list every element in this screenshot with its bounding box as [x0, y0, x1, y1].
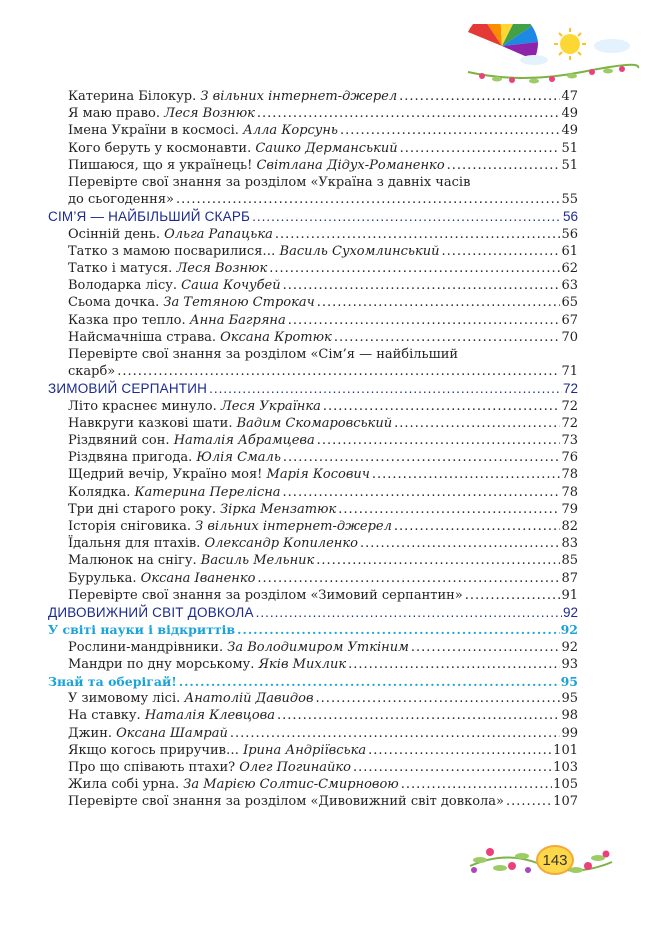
toc-entry-author: Леся Українка — [220, 398, 321, 414]
toc-entry-title-continued: до сьогодення» — [68, 192, 174, 208]
toc-entry-author: Катерина Перелісна — [134, 484, 281, 500]
toc-page-number: 49 — [561, 106, 578, 122]
toc-entry-author: Зірка Мензатюк — [220, 501, 337, 517]
dot-leader — [348, 656, 560, 673]
toc-entry-title: Я маю право. — [68, 106, 165, 122]
toc-entry-author: Ірина Андріївська — [243, 742, 367, 758]
toc-page-number: 105 — [553, 777, 578, 793]
toc-entry — [48, 105, 578, 122]
toc-entry-title: Казка про тепло. — [68, 312, 190, 328]
toc-entry-author: Анна Багряна — [189, 312, 286, 328]
toc-entry-author: З вільних інтернет-джерел — [195, 519, 392, 535]
toc-entry — [48, 260, 578, 277]
toc-entry-author: З вільних інтернет-джерел — [200, 89, 398, 104]
toc-entry-title: Осінній день. — [68, 226, 165, 242]
toc-page-number: 65 — [561, 295, 578, 311]
toc-entry — [48, 122, 578, 139]
toc-entry — [48, 466, 578, 483]
toc-entry-title: Різдвяний сон. — [68, 433, 174, 449]
dot-leader — [340, 122, 560, 139]
toc-entry-title: Перевірте свої знання за розділом «Україна з давніх часів — [68, 175, 471, 191]
toc-entry-title: У зимовому лісі. — [68, 691, 185, 707]
dot-leader — [257, 570, 560, 587]
toc-entry — [48, 243, 578, 260]
toc-section-heading — [48, 380, 578, 397]
toc-page-number: 72 — [562, 381, 578, 397]
toc-page-number: 79 — [561, 501, 578, 517]
toc-subsection-heading — [48, 621, 578, 638]
dot-leader — [368, 742, 552, 759]
toc-section-heading — [48, 208, 578, 225]
toc-entry-title: Сьома дочка. — [68, 295, 164, 311]
toc-page-number: 103 — [553, 759, 578, 775]
toc-entry-title: На ставку. — [68, 708, 145, 724]
toc-entry-title: Імена України в космосі. — [68, 123, 244, 139]
toc-page-number: 70 — [561, 329, 578, 345]
toc-entry-title: Перевірте свої знання за розділом «Дивовижний світ довкола» — [68, 794, 504, 810]
toc-page-number: 92 — [562, 605, 578, 621]
toc-page-number: 91 — [561, 587, 578, 603]
dot-leader — [179, 673, 560, 690]
page-number: 143 — [536, 845, 574, 875]
toc-page-number: 92 — [560, 622, 578, 638]
toc-page-number: 107 — [553, 794, 578, 810]
toc-page-number: 87 — [561, 570, 578, 586]
toc-entry-author: Леся Вознюк — [164, 106, 255, 122]
toc-entry — [48, 312, 578, 329]
toc-entry — [48, 656, 578, 673]
toc-entry-author: Оксана Кротюк — [220, 329, 332, 345]
toc-entry — [48, 639, 578, 656]
dot-leader — [209, 380, 562, 397]
toc-page-number: 71 — [561, 364, 578, 380]
toc-page-number: 51 — [561, 140, 578, 156]
toc-entry-title: Історія сніговика. — [68, 519, 196, 535]
toc-entry-title: Навкруги казкові шати. — [68, 415, 237, 431]
toc-page-number: 85 — [561, 553, 578, 569]
toc-entry-author: Ольга Рапацька — [164, 226, 273, 242]
dot-leader — [288, 312, 561, 329]
dot-leader — [353, 759, 552, 776]
toc-page-number: 72 — [561, 398, 578, 414]
toc-entry-title: Найсмачніша страва. — [68, 329, 221, 345]
dot-leader — [399, 88, 560, 105]
dot-leader — [442, 243, 561, 260]
toc-entry-title: Різдвяна пригода. — [68, 450, 197, 466]
toc-entry-author: За Тетяною Строкач — [163, 295, 315, 311]
toc-entry-title: Літо краснеє минуло. — [68, 398, 221, 414]
toc-entry — [48, 415, 578, 432]
dot-leader — [465, 587, 561, 604]
toc-entry — [48, 226, 578, 243]
toc-entry-title: Бурулька. — [68, 570, 141, 586]
toc-entry — [48, 294, 578, 311]
toc-entry-author: Наталія Клевцова — [144, 708, 275, 724]
toc-entry-author: Василь Сухомлинський — [279, 243, 440, 259]
toc-page-number: 62 — [561, 261, 578, 277]
toc-entry-title: Три дні старого року. — [68, 501, 221, 517]
toc-page-number: 92 — [561, 639, 578, 655]
toc-entry-title: Перевірте свої знання за розділом «Зимовий серпантин» — [68, 587, 463, 603]
toc-entry-title: Їдальня для птахів. — [68, 536, 205, 552]
dot-leader — [316, 690, 561, 707]
toc-entry-author: Олег Погинайко — [239, 759, 351, 775]
dot-leader — [372, 466, 561, 483]
toc-section-heading — [48, 604, 578, 621]
toc-entry-author: Леся Вознюк — [176, 261, 268, 277]
dot-leader — [506, 793, 552, 810]
dot-leader — [257, 105, 561, 122]
toc-entry — [48, 329, 578, 346]
toc-page-number: 72 — [561, 415, 578, 431]
toc-entry — [48, 432, 578, 449]
toc-entry-title: Про що співають птахи? — [68, 759, 240, 775]
toc-entry-title: Якщо когось приручив… — [68, 742, 244, 758]
dot-leader — [277, 707, 560, 724]
toc-entry — [48, 690, 578, 707]
toc-page-number: 95 — [561, 691, 578, 707]
toc-page-number: 63 — [561, 278, 578, 294]
toc-entry-title: ДИВОВИЖНИЙ СВІТ ДОВКОЛА — [48, 605, 254, 621]
dot-leader — [230, 725, 561, 742]
toc-entry-title: Татко і матуся. — [68, 261, 177, 277]
toc-entry-author: Оксана Іваненко — [140, 570, 256, 586]
toc-entry-title: Малюнок на снігу. — [68, 553, 201, 569]
toc-page-number: 98 — [561, 708, 578, 724]
dot-leader — [360, 535, 561, 552]
toc-entry-multiline — [48, 174, 578, 208]
toc-entry — [48, 587, 578, 604]
toc-entry-author: Олександр Копиленко — [204, 536, 358, 552]
toc-entry-title: Рослини-мандрівники. — [68, 639, 228, 655]
toc-entry-author: Анатолій Давидов — [184, 691, 314, 707]
toc-page-number: 49 — [561, 123, 578, 139]
toc-page-number: 61 — [561, 243, 578, 259]
toc-entry-multiline — [48, 346, 578, 380]
dot-leader — [401, 776, 552, 793]
toc-entry — [48, 535, 578, 552]
dot-leader — [338, 501, 560, 518]
toc-subsection-heading — [48, 673, 578, 690]
toc-page-number: 47 — [561, 89, 578, 104]
toc-entry-title: Жила собі урна. — [68, 777, 184, 793]
dot-leader — [394, 415, 560, 432]
toc-entry — [48, 484, 578, 501]
toc-entry-author: Світлана Дідух-Романенко — [256, 157, 445, 173]
toc-entry — [48, 88, 578, 105]
dot-leader — [283, 449, 561, 466]
toc-entry-author: Саша Кочубей — [181, 278, 281, 294]
dot-leader — [323, 398, 561, 415]
toc-entry-author: Марія Косович — [266, 467, 370, 483]
toc-page-number: 78 — [561, 484, 578, 500]
toc-entry-title: Мандри по дну морському. — [68, 656, 259, 672]
toc-page-number: 83 — [561, 536, 578, 552]
toc-entry-author: Яків Михлик — [258, 656, 347, 672]
toc-entry — [48, 725, 578, 742]
dot-leader — [275, 226, 561, 243]
toc-entry-title-continued: скарб» — [68, 364, 116, 380]
toc-entry-title: Знай та оберігай! — [48, 673, 177, 689]
toc-entry-author: Алла Корсунь — [243, 123, 338, 139]
dot-leader — [317, 432, 561, 449]
toc-page-number: 67 — [561, 312, 578, 328]
rainbow-sun-decoration — [462, 24, 642, 94]
dot-leader — [394, 518, 561, 535]
dot-leader — [117, 363, 560, 380]
toc-page-number: 76 — [561, 450, 578, 466]
toc-entry-author: За Володимиром Уткіним — [227, 639, 409, 655]
toc-page-number: 51 — [561, 157, 578, 173]
toc-entry — [48, 776, 578, 793]
toc-page-number: 73 — [561, 433, 578, 449]
toc-page-number: 56 — [561, 226, 578, 242]
dot-leader — [237, 621, 559, 638]
toc-page-number: 93 — [561, 656, 578, 672]
toc-entry — [48, 707, 578, 724]
toc-entry — [48, 518, 578, 535]
toc-entry-title: СІМ’Я — НАЙБІЛЬШИЙ СКАРБ — [48, 209, 251, 225]
dot-leader — [447, 157, 561, 174]
dot-leader — [334, 329, 561, 346]
toc-entry-title: Катерина Білокур. — [68, 89, 201, 104]
toc-entry-title: Колядка. — [68, 484, 135, 500]
dot-leader — [411, 639, 561, 656]
toc-entry-title: Джин. — [68, 725, 117, 741]
dot-leader — [317, 294, 561, 311]
toc-entry — [48, 793, 578, 810]
toc-page-number: 101 — [553, 742, 578, 758]
toc-entry-title: Перевірте свої знання за розділом «Сім’я — найбільший — [68, 347, 459, 363]
toc-entry-title: Щедрий вечір, Україно моя! — [68, 467, 267, 483]
dot-leader — [316, 552, 560, 569]
toc-entry — [48, 742, 578, 759]
toc-entry-title: Володарка лісу. — [68, 278, 182, 294]
toc-entry-author: Оксана Шамрай — [116, 725, 228, 741]
toc-page-number: 56 — [562, 209, 578, 225]
toc-entry-author: Вадим Скомаровський — [236, 415, 393, 431]
toc-entry — [48, 501, 578, 518]
toc-entry — [48, 398, 578, 415]
toc-entry-author: Василь Мельник — [200, 553, 315, 569]
toc-entry-author: За Марією Солтис-Смирновою — [183, 777, 399, 793]
toc-page-number: 55 — [561, 192, 578, 208]
toc-entry-title: Кого беруть у космонавти. — [68, 140, 256, 156]
toc-entry-title: У світі науки і відкриттів — [48, 622, 236, 638]
dot-leader — [176, 191, 560, 208]
toc-entry-author: Наталія Абрамцева — [173, 433, 315, 449]
toc-page-number: 78 — [561, 467, 578, 483]
table-of-contents — [48, 88, 578, 811]
toc-entry-title: Пишаюся, що я українець! — [68, 157, 257, 173]
dot-leader — [252, 208, 562, 225]
toc-page-number: 99 — [561, 725, 578, 741]
toc-page-number: 82 — [561, 519, 578, 535]
toc-entry — [48, 157, 578, 174]
toc-entry — [48, 552, 578, 569]
dot-leader — [269, 260, 560, 277]
dot-leader — [400, 140, 561, 157]
toc-entry — [48, 759, 578, 776]
toc-entry — [48, 449, 578, 466]
toc-entry — [48, 140, 578, 157]
toc-entry-title: Татко з мамою посварилися… — [68, 243, 280, 259]
toc-entry-author: Сашко Дерманський — [255, 140, 398, 156]
toc-entry — [48, 277, 578, 294]
toc-entry-author: Юлія Смаль — [196, 450, 281, 466]
dot-leader — [256, 604, 562, 621]
dot-leader — [283, 277, 561, 294]
toc-page-number: 95 — [560, 673, 578, 689]
toc-entry-title: ЗИМОВИЙ СЕРПАНТИН — [48, 381, 208, 397]
toc-entry — [48, 570, 578, 587]
dot-leader — [283, 484, 561, 501]
